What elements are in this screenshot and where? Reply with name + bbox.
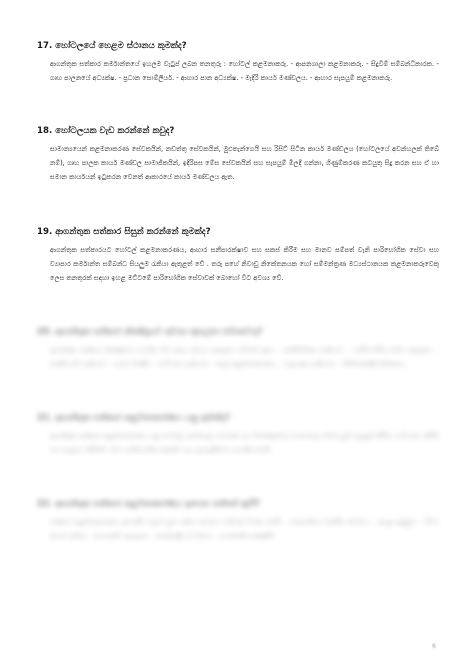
answer-text: ආගන්තුක සත්කාර කළමනාකරණය යනු හෝටල්, අවන්හල්, සංචාරක සහ විනෝදාස්වාද ව්‍යාපාරවල මෙහෙයුම් සැලසුම් කිරීම, සංවිධානය කිරීම සහ පාලනය කිරීමයි. මෙය පාරිභෝගික තෘප්තිය සහ ලාභදායීත්වය සහතික කරයි. [50, 432, 439, 454]
question-heading: 22. ආගන්තුක සත්කාර කළමනාකරණය ඉගෙන ගන්නේ ඇයි? [37, 499, 260, 509]
answer-text: ආගන්තුක සත්කාර ක්ෂේත්‍රයේ සාර්ථක වීම සඳහා අවශ්‍ය කුසලතා රාශියක් ඇත. - සන්නිවේදන හැකියාව. - පාරිභෝගික සේවා කුසලතා. - කණ්ඩායම් හැකියාව. - ගැටළු විසඳීම. - සංවිධාන හැකියාව. - කාල කළමනාකරණය. - බහුභාෂා හැකියාව. - නිර්මාණශීලී චින්තනය. [50, 346, 439, 368]
question-heading: 21. ආගන්තුක සත්කාර කළමනාකරණය යනු කුමක්ද? [37, 413, 230, 423]
question-heading: 18. හෝටලයක වැඩ කරන්නේ කවුද? [37, 126, 175, 136]
answer-text: සත්කාර කළමනාකරණය ඉගෙනීම ලොව පුරා රැකියා අවස්ථා රාශියක් විවෘත කරයි. - ජාත්‍යන්තර වෘත්තීය අවස්ථා. - ඉහළ ඉල්ලුම. - විවිධ කාර්ය භූමිකා. - නායකත්ව කුසලතා. - පෞද්ගලික වර්ධනය. - සංස්කෘතික අත්දැකීම්. [50, 518, 439, 540]
question-19 [37, 226, 439, 285]
question-20 [37, 326, 439, 371]
question-22 [37, 498, 439, 543]
page-number: 6 [432, 643, 436, 650]
question-heading: 17. හෝටලයේ හෙළම ස්ථානය කුමක්ද? [37, 41, 187, 51]
question-17 [37, 40, 439, 85]
question-heading: 19. ආගන්තුක සත්කාර සිසුන් කරන්නේ කුමක්ද? [37, 227, 211, 237]
question-18 [37, 125, 439, 184]
question-21 [37, 412, 439, 457]
answer-text: ආගන්තුක සත්කාර කර්මාන්තයේ ඉහලම වැටුප් ලබන තනතුරු : හෝටල් කළමනාකරු. - ආපනශාලා කළමනාකරු. - සිදුවීම් සම්බන්ධීකාරක. - ගෘහ පාලනයේ අධ්‍යක්ෂ. - ප්‍රධාන සොම්ලියර්. - ආහාර පාන අධ්‍යක්ෂ. - මැදිරි කාර්ය මණ්ඩලය. - ආහාර සැපයුම් කළමනාකරු. [50, 60, 439, 82]
question-heading: 20. ආගන්තුක සත්කාර ක්ෂේත්‍රයට අවශ්‍ය කුසලතා මොනවාද? [37, 327, 263, 337]
answer-text: සාමාන්‍යයෙන් කළමනාකරණ සේවකයින්, නඩත්තු සේවකයින්, මුළුතැන්ගෙයි සහ රිසිට් සිටින කාර්ය මණ්ඩලය (හෝටලයේ අවන්හලක් තිබේ නම්), ගෘහ පාලක කාර්ය මණ්ඩල සාමාජිකයින්, ඉදිරිපස මේස සේවකයින් සහ සැපයුම් මිලදී ගන්නා, ගිණුම්කරණ කටයුතු සිදු කරන සහ ඒ හා සමාන කාර්යයන් ඉටුකරන වෙනත් ආකාරයේ කාර්ය මණ්ඩලය ඇත. [50, 145, 439, 181]
answer-text: ආගන්තුක සත්කාරයට හෝටල් කළමනාකරණය, ආහාර සනීපාරක්ෂාව සහ සකස් කිරීම සහ මානව සම්පත් වැනි පාරිභෝගික සේවා සහ ව්‍යාපාර කර්මාන්ත සම්බන්ධ සියලුම රැකියා ඇතුළත් වේ . තරු පහේ නිවාඩු නිකේතනයක හෝ සම්මන්ත්‍රණ මධ්‍යස්ථානයක කළමනාකරුවෙකු ලෙස තනතුරක් සඳහා ඉහළ මට්ටමේ පාරිභෝගික සේවාවක් බොහෝ විට අවශ්‍ය වේ. [50, 246, 439, 282]
